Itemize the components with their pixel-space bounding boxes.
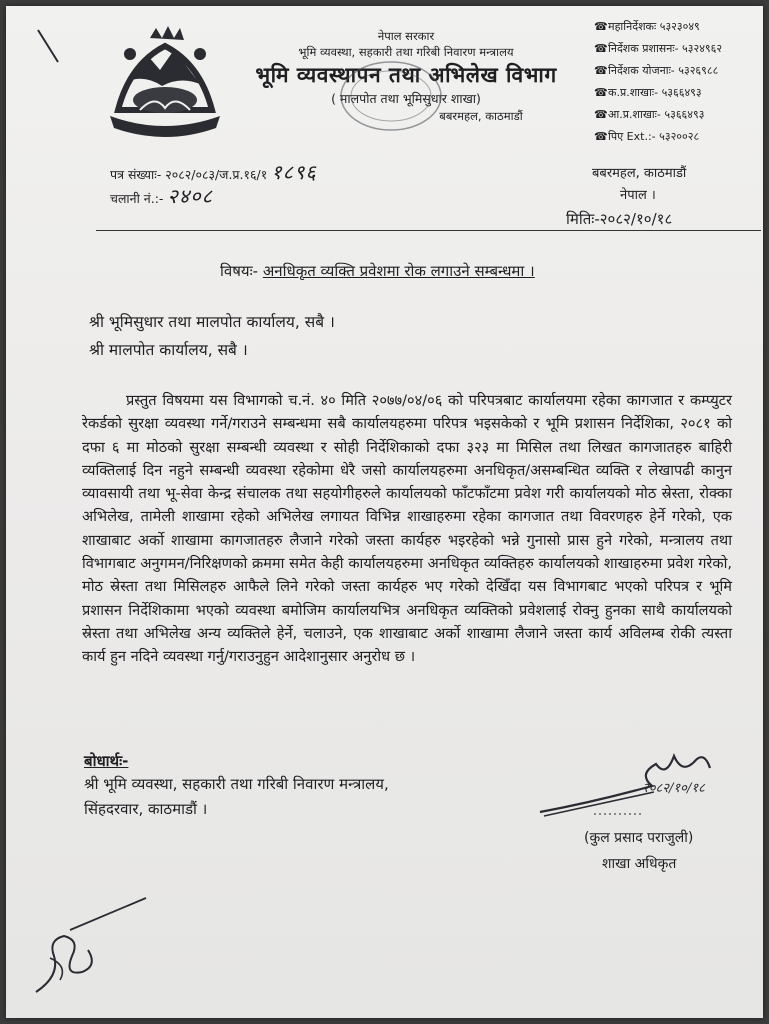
contact-item: ☎निर्देशक प्रशासनः- ५३२४९६२ <box>594 38 763 60</box>
handwritten-reference: १८९६ <box>271 160 317 184</box>
addressee-line: श्री भूमिसुधार तथा मालपोत कार्यालय, सबै । <box>89 313 335 331</box>
phone-icon: ☎ <box>594 20 608 33</box>
office-stamp-icon <box>336 56 446 136</box>
contact-item: ☎निर्देशक योजनाः- ५३२६९८८ <box>594 60 763 82</box>
handwritten-initials-icon <box>30 896 160 1006</box>
phone-icon: ☎ <box>594 64 608 77</box>
contact-list <box>594 16 763 148</box>
office-address: बबरमहल, काठमाडौं नेपाल । <box>592 166 687 203</box>
letter-reference-number: पत्र संख्याः- २०८२/०८३/ज.प्र.१६/१ १८९६ <box>110 160 317 184</box>
phone-icon: ☎ <box>594 130 608 143</box>
phone-icon: ☎ <box>594 108 608 121</box>
phone-icon: ☎ <box>594 42 608 55</box>
contact-item: ☎पिए Ext.:- ५३२००२८ <box>594 126 763 148</box>
pen-mark-icon <box>34 26 64 66</box>
cc-line: सिंहदरवार, काठमाडौं । <box>84 800 208 818</box>
cc-heading: बोधार्थः- <box>84 752 129 770</box>
cc-line: श्री भूमि व्यवस्था, सहकारी तथा गरिबी निवारण मन्त्रालय, <box>84 775 389 793</box>
department-name: भूमि व्यवस्थापन तथा अभिलेख विभाग <box>255 63 557 87</box>
subject-line: विषयः- अनधिकृत व्यक्ति प्रवेशमा रोक लगाउने सम्बन्धमा । <box>220 262 535 280</box>
letter-page <box>6 6 763 1018</box>
contact-item: ☎महानिर्देशकः ५३२३०४९ <box>594 16 763 38</box>
govt-name: नेपाल सरकार <box>377 29 435 43</box>
signatory-title: शाखा अधिकृत <box>602 856 677 872</box>
office-location: बबरमहल, काठमाडौं <box>439 109 523 123</box>
contact-item: ☎क.प्र.शाखाः- ५३६६४९३ <box>594 82 763 104</box>
section-name: ( मालपोत तथा भूमिसुधार शाखा) <box>331 91 481 106</box>
signatory-name: (कुल प्रसाद पराजुली) <box>584 830 694 846</box>
phone-icon: ☎ <box>594 86 608 99</box>
contact-item: ☎आ.प्र.शाखाः- ५३६६४९३ <box>594 104 763 126</box>
handwritten-dispatch-number: २४०८ <box>167 184 214 208</box>
nepal-emblem-icon <box>100 24 230 142</box>
dispatch-number: चलानी नं.:- २४०८ <box>110 184 214 208</box>
ministry-name: भूमि व्यवस्था, सहकारी तथा गरिबी निवारण मन्त्रालय <box>298 45 514 59</box>
handwritten-signature-date: २०८२/१०/१८ <box>642 781 705 796</box>
letter-body: प्रस्तुत विषयमा यस विभागको च.नं. ४० मिति २०७७/०४/०६ को परिपत्रबाट कार्यालयमा रहेका कागजात र कम्प्युटर रेकर्डको सुरक्षा व्यवस्था गर्ने/गराउने सम्बन्धमा सबै कार्यालयहरुमा परिपत्र भइसकेको र भूमि प्रशासन निर्देशिका, २०८१ को दफा ६ मा मोठको सुरक्षा सम्बन्धी व्यवस्था र सोही निर्देशिकाको दफा ३२३ मा मिसिल तथा लिखत कागजातहरु बाहिरी व्यक्तिलाई दिन नहुने सम्बन्धी व्यवस्था रहेकोमा धेरै जसो कार्यालयहरुमा अनधिकृत/असम्बन्धित व्यक्ति र लेखापढी कानुन व्यावसायी तथा भू-सेवा केन्द्र संचालक तथा सहयोगीहरुले कार्यालयको फाँटफाँटमा प्रवेश गरी कार्यालयको मोठ स्रेस्ता, रोक्का अभिलेख, तामेली शाखामा रहेको अभिलेख लगायत विभिन्न शाखाहरुमा रहेका कागजात तथा विवरणहरु हेर्ने गरेको, एक शाखाबाट अर्को शाखामा कागजातहरु लैजाने गरेको जस्ता कार्यहरु भइरहेको भन्ने गुनासो प्रास हुने गरेको, मन्त्रालय तथा विभागबाट अनुगमन/निरिक्षणको क्रममा समेत केही कार्यालयहरुमा अनधिकृत व्यक्तिहरु कार्यालयको शाखाहरुमा प्रवेश गरेको, मोठ स्रेस्ता तथा मिसिलहरु आफैले लिने गरेको जस्ता कार्यहरु भए गरेको देखिँदा यस विभागबाट भएको परिपत्र र भूमि प्रशासन निर्देशिकामा भएको व्यवस्था बमोजिम कार्यालयभित्र अनधिकृत व्यक्तिको प्रवेशलाई रोक्नु हुनका साथै कार्यालयको स्रेस्ता तथा अभिलेख अन्य व्यक्तिले हेर्ने, चलाउने, एक शाखाबाट अर्को शाखामा लैजाने जस्ता कार्य अविलम्ब रोकी त्यस्ता कार्य हुन नदिने व्यवस्था गर्नु/गराउनुहुन आदेशानुसार अनुरोध छ । <box>82 392 732 666</box>
addressee-line: श्री मालपोत कार्यालय, सबै । <box>89 341 248 359</box>
divider <box>96 230 761 231</box>
letter-date: मितिः-२०८२/१०/१८ <box>566 210 673 228</box>
